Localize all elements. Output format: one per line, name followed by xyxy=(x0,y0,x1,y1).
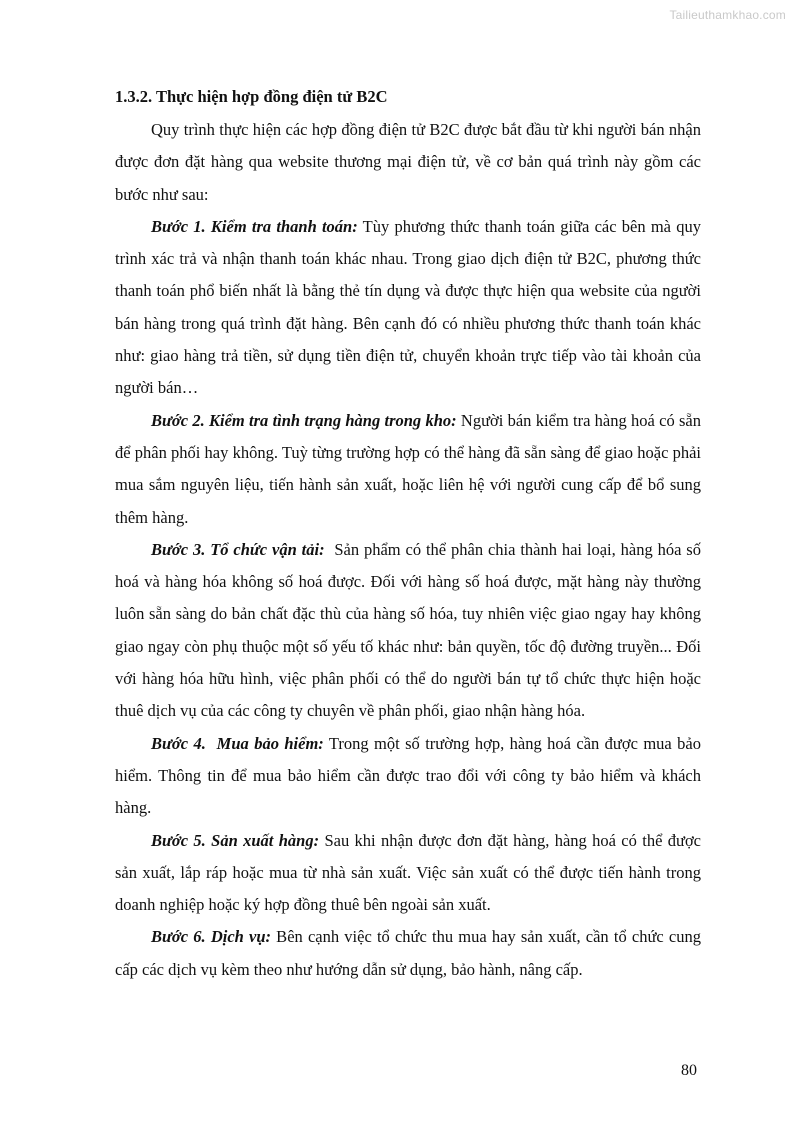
step-2-paragraph xyxy=(115,405,701,534)
step-2-text: Người bán kiểm tra hàng hoá có sẵn để phân phối hay không. Tuỳ từng trường hợp có thể hàng đã sẵn sàng để giao hoặc phải mua sắm nguyên liệu, tiến hành sản xuất, hoặc liên hệ với người cung cấp để bổ sung thêm hàng. xyxy=(115,410,701,527)
step-4-label: Bước 4. Mua bảo hiểm: xyxy=(151,733,324,753)
step-5-text: Sau khi nhận được đơn đặt hàng, hàng hoá có thể được sản xuất, lắp ráp hoặc mua từ nhà sản xuất. Việc sản xuất có thể được tiến hành trong doanh nghiệp hoặc ký hợp đồng thuê bên ngoài sản xuất. xyxy=(115,830,701,915)
page-number: 80 xyxy=(681,1062,697,1079)
step-5-paragraph xyxy=(115,825,701,922)
section-heading: 1.3.2. Thực hiện hợp đồng điện tử B2C xyxy=(115,87,388,106)
step-5-label: Bước 5. Sản xuất hàng: xyxy=(151,830,320,850)
step-6-label: Bước 6. Dịch vụ: xyxy=(151,927,271,947)
step-1-paragraph xyxy=(115,211,701,405)
step-1-text: Tùy phương thức thanh toán giữa các bên mà quy trình xác trả và nhận thanh toán khác nhau. Trong giao dịch điện tử B2C, phương thức thanh toán phổ biến nhất là bằng thẻ tín dụng và được thực hiện qua website của người bán hàng trong quá trình đặt hàng. Bên cạnh đó có nhiều phương thức thanh toán khác như: giao hàng trả tiền, sử dụng tiền điện tử, chuyển khoản trực tiếp vào tài khoản của người bán… xyxy=(115,216,701,398)
document-body xyxy=(115,80,706,986)
step-3-label: Bước 3. Tổ chức vận tải: xyxy=(151,539,325,559)
step-6-paragraph xyxy=(115,921,701,986)
step-4-text: Trong một số trường hợp, hàng hoá cần được mua bảo hiểm. Thông tin để mua bảo hiểm cần được trao đổi với công ty bảo hiểm và khách hàng. xyxy=(115,733,701,818)
step-3-text: Sản phẩm có thể phân chia thành hai loại, hàng hóa số hoá và hàng hóa không số hoá được. Đối với hàng số hoá được, mặt hàng này thường luôn sẵn sàng do bản chất đặc thù của hàng số hóa, tuy nhiên việc giao ngay hay không giao ngay còn phụ thuộc một số yếu tố khác như: bản quyền, tốc độ đường truyền... Đối với hàng hóa hữu hình, việc phân phối có thể do người bán tự tổ chức thực hiện hoặc thuê dịch vụ của các công ty chuyên về phân phối, giao nhận hàng hóa. xyxy=(115,539,706,721)
step-3-paragraph xyxy=(115,534,706,728)
step-2-label: Bước 2. Kiểm tra tình trạng hàng trong kho: xyxy=(151,410,457,430)
step-4-paragraph xyxy=(115,728,701,825)
intro-paragraph: Quy trình thực hiện các hợp đồng điện tử B2C được bắt đầu từ khi người bán nhận được đơn đặt hàng qua website thương mại điện tử, về cơ bản quá trình này gồm các bước như sau: xyxy=(115,120,701,204)
step-6-text: Bên cạnh việc tổ chức thu mua hay sản xuất, cần tổ chức cung cấp các dịch vụ kèm theo như hướng dẫn sử dụng, bảo hành, nâng cấp. xyxy=(115,927,701,979)
watermark: Tailieuthamkhao.com xyxy=(669,8,786,22)
step-1-label: Bước 1. Kiểm tra thanh toán: xyxy=(151,216,358,236)
